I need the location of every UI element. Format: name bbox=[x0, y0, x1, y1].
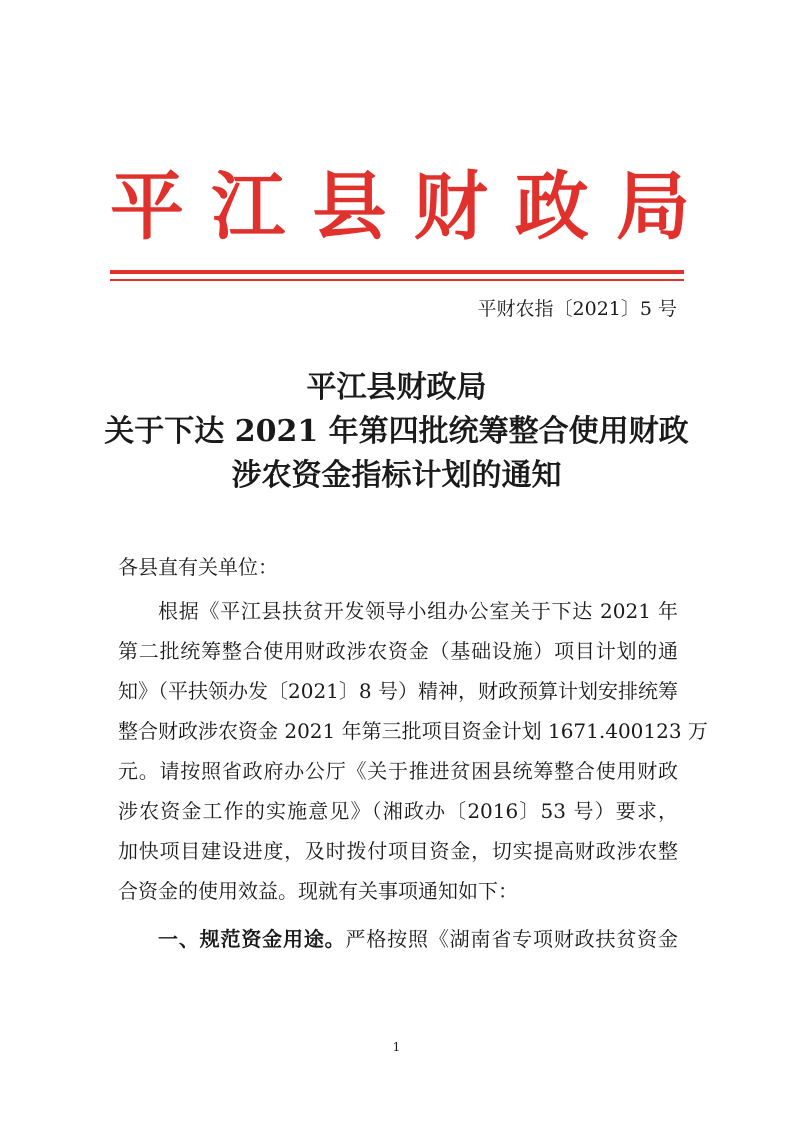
body-line: 整合财政涉农资金 2021 年第三批项目资金计划 1671.400123 万 bbox=[118, 719, 708, 743]
masthead-char: 平 bbox=[110, 164, 184, 250]
section-1-text: 严格按照《湖南省专项财政扶贫资金 bbox=[345, 927, 678, 951]
body-line: 元。请按照省政府办公厅《关于推进贫困县统筹整合使用财政 bbox=[118, 759, 678, 783]
masthead-char: 局 bbox=[615, 164, 690, 250]
masthead-char: 财 bbox=[413, 164, 488, 250]
title-line-1: 平江县财政局 bbox=[306, 370, 487, 405]
section-1 bbox=[158, 924, 678, 954]
masthead-char: 县 bbox=[312, 164, 387, 250]
document-number: 平财农指〔2021〕5 号 bbox=[477, 298, 677, 320]
masthead-rule-thick bbox=[110, 270, 684, 274]
body-line: 知》（平扶领办发〔2021〕8 号）精神，财政预算计划安排统筹 bbox=[118, 679, 678, 703]
salutation: 各县直有关单位： bbox=[118, 555, 278, 579]
body-line: 合资金的使用效益。现就有关事项通知如下： bbox=[118, 879, 518, 903]
org-masthead bbox=[110, 160, 690, 255]
masthead-char: 政 bbox=[514, 164, 589, 250]
body-line: 第二批统筹整合使用财政涉农资金（基础设施）项目计划的通 bbox=[118, 639, 678, 663]
body-line: 涉农资金工作的实施意见》（湘政办〔2016〕53 号）要求， bbox=[118, 799, 678, 823]
title-line-3: 涉农资金指标计划的通知 bbox=[231, 458, 562, 493]
section-1-heading: 一、规范资金用途。 bbox=[158, 927, 346, 951]
body-line: 根据《平江县扶贫开发领导小组办公室关于下达 2021 年 bbox=[158, 599, 678, 623]
masthead-rule-thin bbox=[110, 279, 684, 281]
body-line: 加快项目建设进度，及时拨付项目资金，切实提高财政涉农整 bbox=[118, 839, 678, 863]
page-number: 1 bbox=[392, 1040, 401, 1054]
title-line-2: 关于下达 2021 年第四批统筹整合使用财政 bbox=[104, 414, 689, 449]
masthead-char: 江 bbox=[211, 164, 286, 250]
